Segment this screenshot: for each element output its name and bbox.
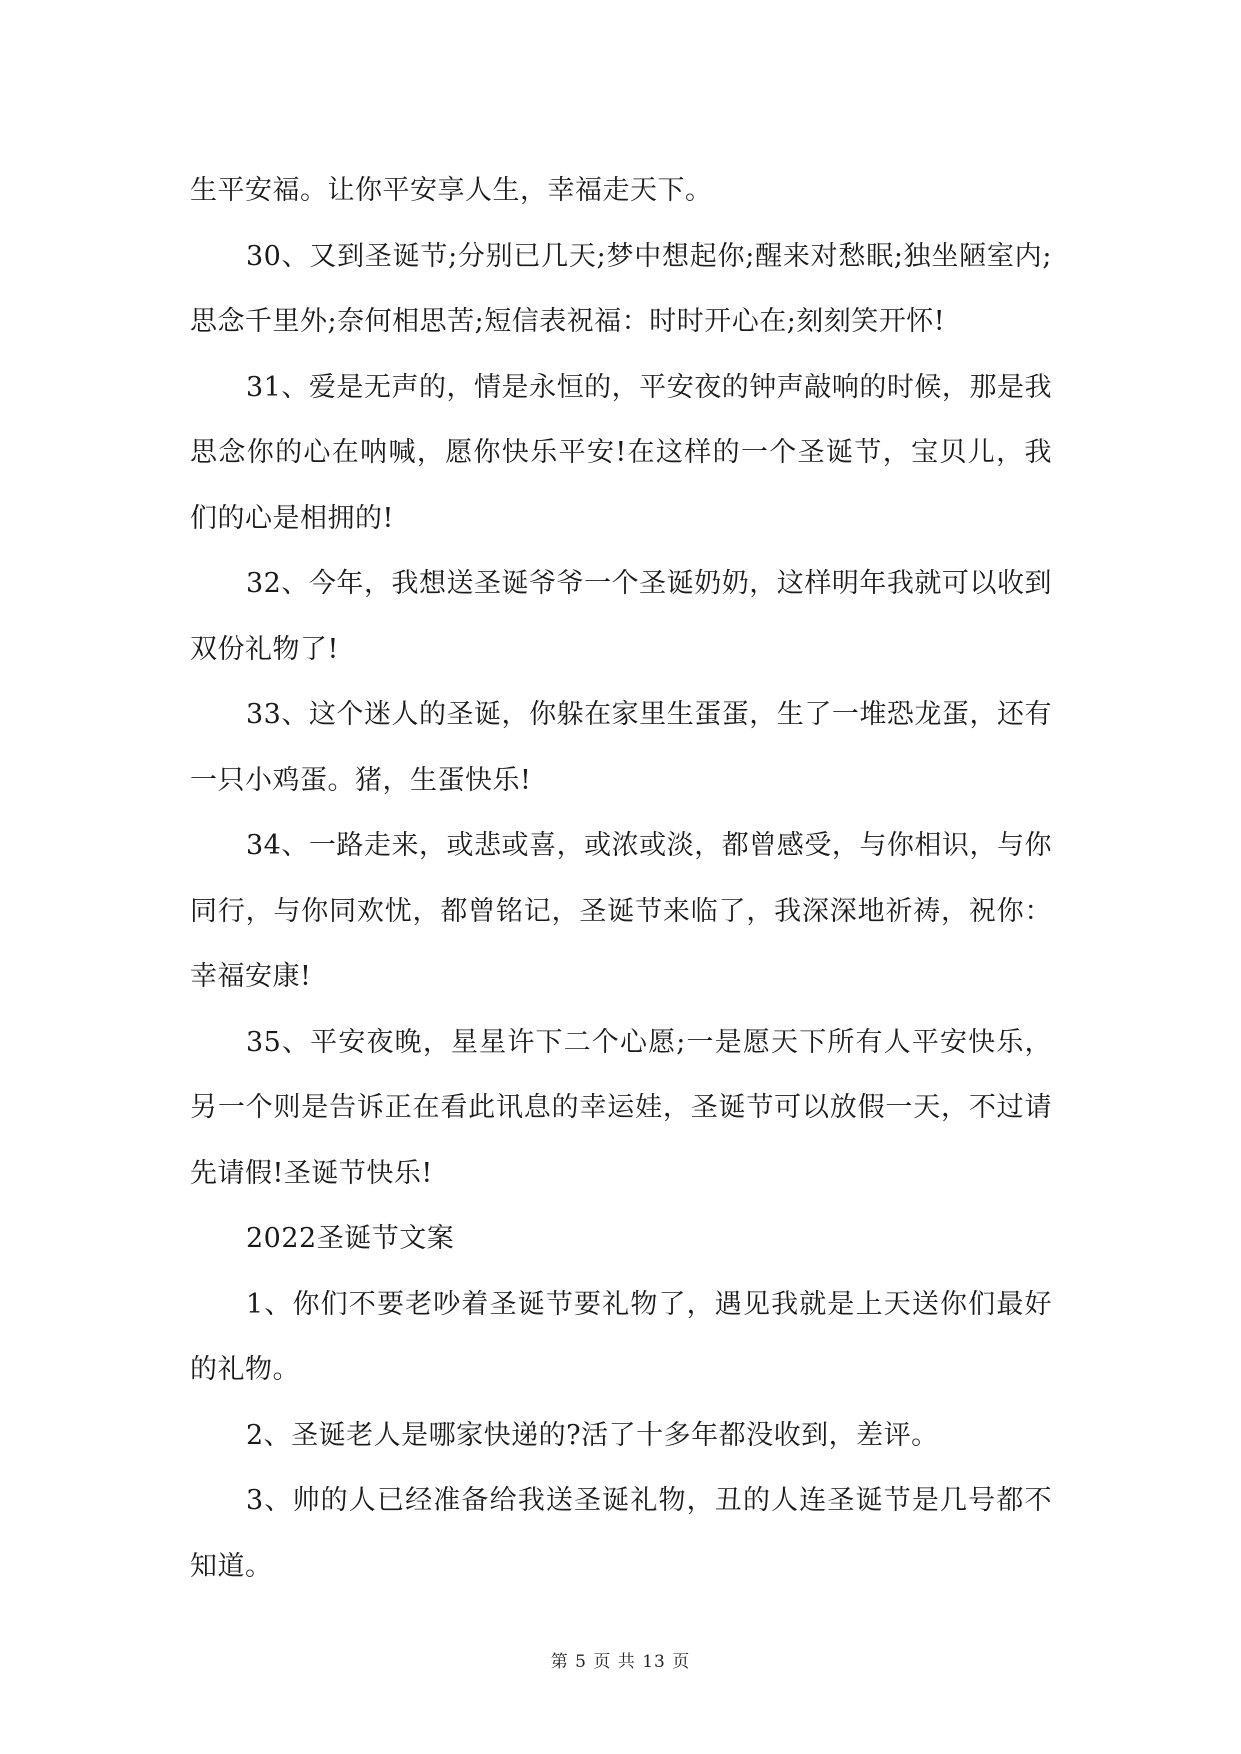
- paragraph: 31、爱是无声的，情是永恒的，平安夜的钟声敲响的时候，那是我思念你的心在呐喊，愿你快乐平安!在这样的一个圣诞节，宝贝儿，我们的心是相拥的!: [190, 371, 1052, 534]
- footer-middle: 页 共: [593, 1652, 636, 1672]
- footer-suffix: 页: [672, 1652, 691, 1672]
- paragraph: 35、平安夜晚，星星许下二个心愿;一是愿天下所有人平安快乐，另一个则是告诉正在看此讯息的幸运娃，圣诞节可以放假一天，不过请先请假!圣诞节快乐!: [190, 1026, 1052, 1189]
- paragraph: 2、圣诞老人是哪家快递的?活了十多年都没收到，差评。: [246, 1419, 939, 1451]
- paragraph: 1、你们不要老吵着圣诞节要礼物了，遇见我就是上天送你们最好的礼物。: [190, 1288, 1052, 1385]
- paragraph: 生平安福。让你平安享人生，幸福走天下。: [190, 175, 713, 206]
- paragraph: 34、一路走来，或悲或喜，或浓或淡，都曾感受，与你相识，与你同行，与你同欢忧，都曾铭记，圣诞节来临了，我深深地祈祷，祝你：幸福安康!: [190, 830, 1052, 992]
- document-body: [190, 158, 1052, 1599]
- paragraph: 30、又到圣诞节;分别已几天;梦中想起你;醒来对愁眠;独坐陋室内;思念千里外;奈何相思苦;短信表祝福：时时开心在;刻刻笑开怀!: [190, 240, 1052, 337]
- section-heading: 2022圣诞节文案: [246, 1223, 455, 1254]
- footer-prefix: 第: [550, 1652, 569, 1672]
- paragraph: 33、这个迷人的圣诞，你躲在家里生蛋蛋，生了一堆恐龙蛋，还有一只小鸡蛋。猪，生蛋快乐!: [190, 699, 1052, 796]
- current-page-number: 5: [575, 1652, 587, 1672]
- page-footer: [0, 1647, 1241, 1672]
- total-pages-number: 13: [642, 1652, 666, 1672]
- paragraph: 32、今年，我想送圣诞爷爷一个圣诞奶奶，这样明年我就可以收到双份礼物了!: [190, 568, 1052, 665]
- paragraph: 3、帅的人已经准备给我送圣诞礼物，丑的人连圣诞节是几号都不知道。: [190, 1485, 1052, 1582]
